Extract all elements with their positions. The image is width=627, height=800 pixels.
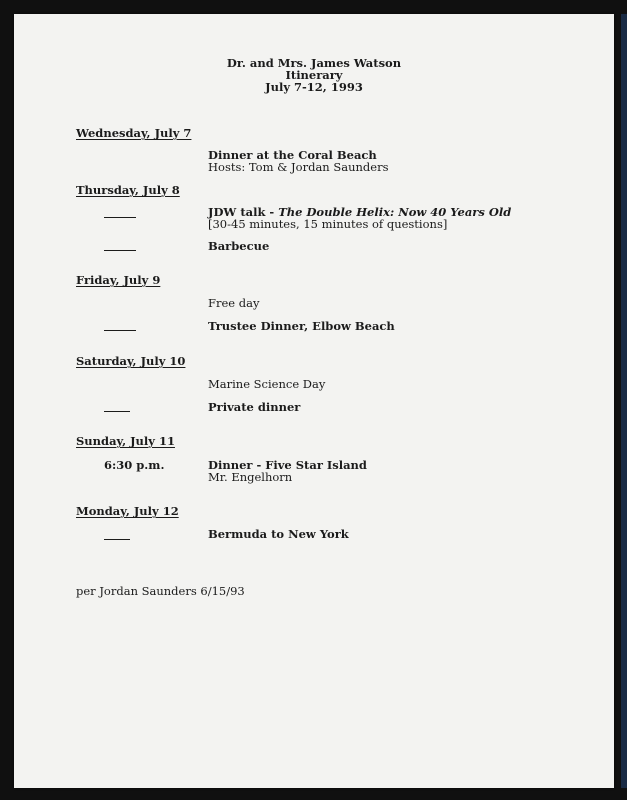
event-title: Trustee Dinner, Elbow Beach	[208, 319, 395, 333]
event-title: Marine Science Day	[208, 377, 326, 391]
event-title: Bermuda to New York	[208, 527, 349, 541]
doc-title-itinerary: Itinerary	[285, 68, 343, 82]
event-title-book: The Double Helix: Now 40 Years Old	[278, 205, 512, 219]
time-blank-line	[104, 330, 136, 331]
event-time: 6:30 p.m.	[104, 458, 165, 472]
event-detail: [30-45 minutes, 15 minutes of questions]	[208, 217, 448, 231]
event-title: Free day	[208, 296, 260, 310]
time-blank-line	[104, 411, 130, 412]
event-title: Dinner at the Coral Beach	[208, 148, 377, 162]
day-heading-thursday: Thursday, July 8	[76, 183, 180, 197]
event-title: Dinner - Five Star Island	[208, 458, 367, 472]
event-title: Barbecue	[208, 239, 270, 253]
day-heading-friday: Friday, July 9	[76, 273, 161, 287]
day-heading-saturday: Saturday, July 10	[76, 354, 186, 368]
event-title-prefix: JDW talk -	[208, 205, 279, 219]
document-page	[14, 14, 614, 788]
event-detail: Mr. Engelhorn	[208, 470, 293, 484]
doc-title-dates: July 7-12, 1993	[265, 80, 363, 94]
time-blank-line	[104, 250, 136, 251]
day-heading-wednesday: Wednesday, July 7	[76, 126, 192, 140]
binding-edge	[621, 14, 627, 788]
day-heading-monday: Monday, July 12	[76, 504, 179, 518]
time-blank-line	[104, 217, 136, 218]
doc-title-names: Dr. and Mrs. James Watson	[226, 56, 402, 70]
day-heading-sunday: Sunday, July 11	[76, 434, 175, 448]
footer-note: per Jordan Saunders 6/15/93	[76, 584, 245, 598]
event-title: Private dinner	[208, 400, 301, 414]
time-blank-line	[104, 539, 130, 540]
event-detail: Hosts: Tom & Jordan Saunders	[208, 160, 389, 174]
